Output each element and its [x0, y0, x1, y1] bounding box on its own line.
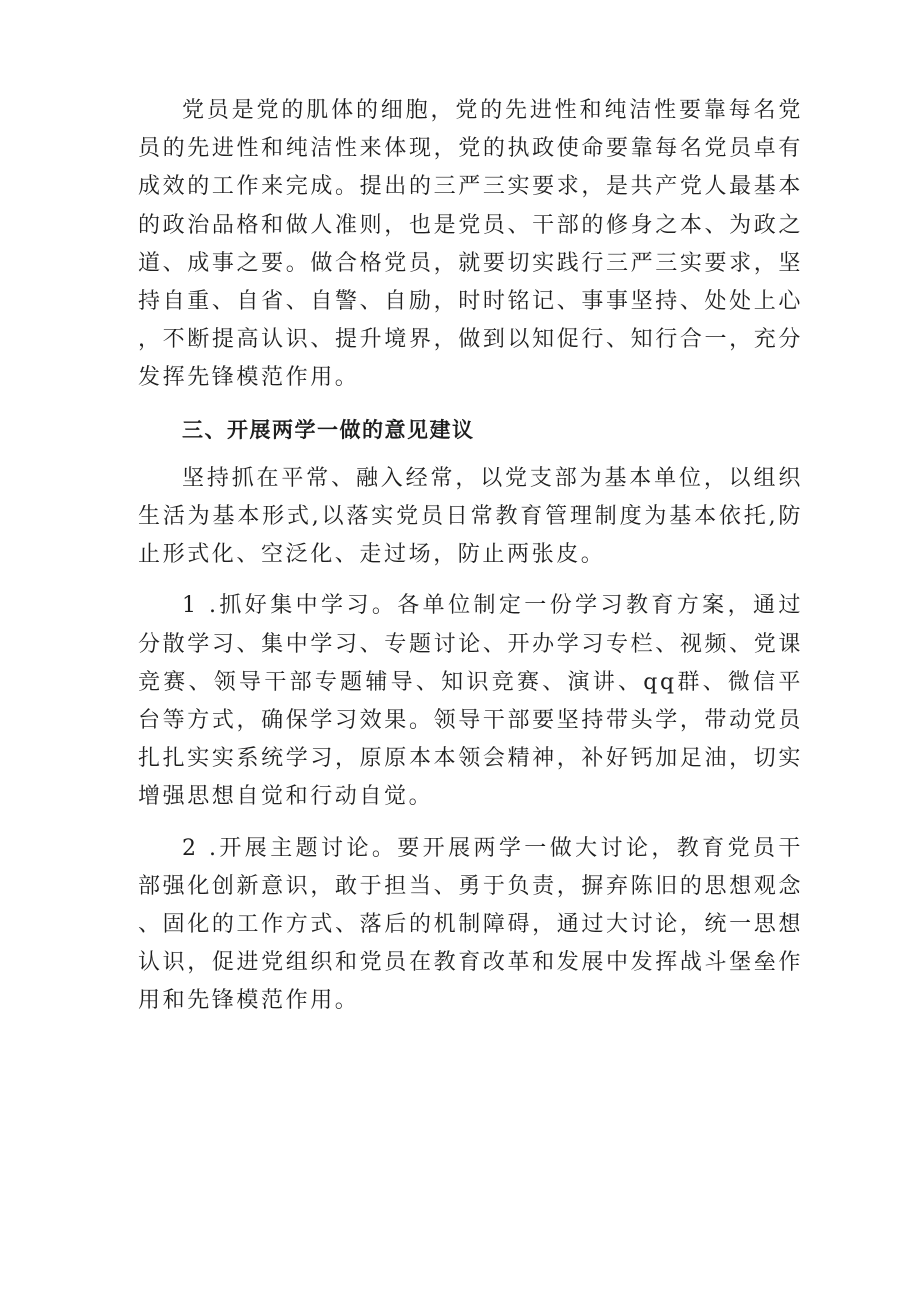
- spacer: [138, 398, 803, 411]
- paragraph-party-members: 党员是党的肌体的细胞，党的先进性和纯洁性要靠每名党员的先进性和纯洁性来体现，党的执政使命要靠每名党员卓有成效的工作来完成。提出的三严三实要求，是共产党人最基本的政治品格和做人准则，也是党员、干部的修身之本、为政之道、成事之要。做合格党员，就要切实践行三严三实要求，坚持自重、自省、自警、自励，时时铭记、事事坚持、处处上心，不断提高认识、提升境界，做到以知促行、知行合一，充分发挥先锋模范作用。: [138, 98, 803, 391]
- section-heading-suggestions: 三、开展两学一做的意见建议: [182, 417, 475, 442]
- spacer: [138, 817, 803, 830]
- spacer: [138, 574, 803, 587]
- list-item-study: 1 .抓好集中学习。各单位制定一份学习教育方案，通过分散学习、集中学习、专题讨论、开办学习专栏、视频、党课竞赛、领导干部专题辅导、知识竞赛、演讲、qq群、微信平台等方式，确保学习效果。领导干部要坚持带头学，带动党员扎扎实实系统学习，原原本本领会精神，补好钙加足油，切实增强思想自觉和行动自觉。: [138, 593, 803, 810]
- list-item-discussion: 2 .开展主题讨论。要开展两学一做大讨论，教育党员干部强化创新意识，敢于担当、勇于负责，摒弃陈旧的思想观念、固化的工作方式、落后的机制障碍，通过大讨论，统一思想认识，促进党组织和党员在教育改革和发展中发挥战斗堡垒作用和先锋模范作用。: [138, 835, 803, 1014]
- spacer: [138, 449, 803, 460]
- paragraph-principles: 坚持抓在平常、融入经常，以党支部为基本单位，以组织生活为基本形式,以落实党员日常教育管理制度为基本依托,防止形式化、空泛化、走过场，防止两张皮。: [138, 465, 803, 568]
- document-body: [138, 92, 803, 1021]
